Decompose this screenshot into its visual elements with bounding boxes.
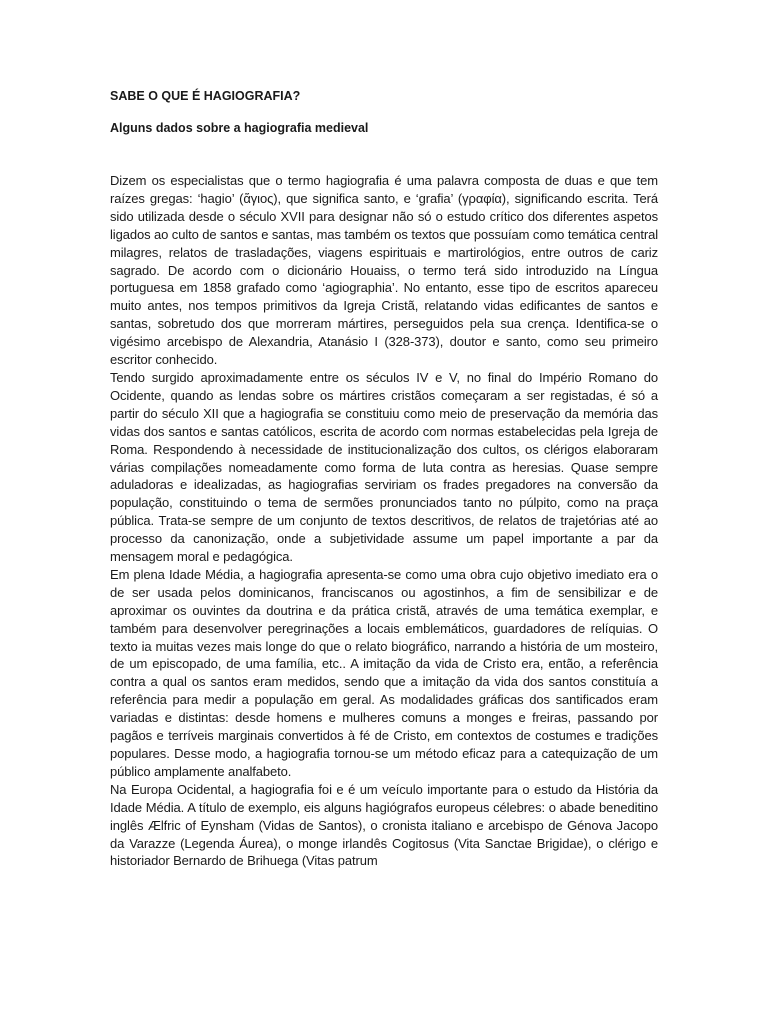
document-page (110, 88, 658, 870)
paragraph-4: Na Europa Ocidental, a hagiografia foi e é um veículo importante para o estudo da História da Idade Média. A título de exemplo, eis alguns hagiógrafos europeus célebres: o abade beneditino inglês Ælfric of Eynsham (Vidas de Santos), o cronista italiano e arcebispo de Génova Jacopo da Varazze (Legenda Áurea), o monge irlandês Cogitosus (Vita Sanctae Brigidae), o clérigo e historiador Bernardo de Brihuega (Vitas patrum (110, 781, 658, 869)
paragraph-3: Em plena Idade Média, a hagiografia apresenta-se como uma obra cujo objetivo imediato era o de ser usada pelos dominicanos, franciscanos ou agostinhos, a fim de sensibilizar e de aproximar os ouvintes da doutrina e da prática cristã, através de uma temática exemplar, e também para desenvolver peregrinações a locais emblemáticos, guardadores de relíquias. O texto ia muitas vezes mais longe do que o relato biográfico, narrando a história de um mosteiro, de um episcopado, de uma família, etc.. A imitação da vida de Cristo era, então, a referência contra a qual os santos eram medidos, sendo que a imitação da vida dos santos constituía a referência para medir a população em geral. As modalidades gráficas dos santificados eram variadas e distintas: desde homens e mulheres comuns a monges e freiras, passando por pagãos e terríveis marginais convertidos à fé de Cristo, em contextos de costumes e tradições populares. Desse modo, a hagiografia tornou-se um método eficaz para a catequização de um público amplamente analfabeto. (110, 566, 658, 779)
paragraph-2: Tendo surgido aproximadamente entre os séculos IV e V, no final do Império Romano do Ocidente, quando as lendas sobre os mártires cristãos começaram a ser registadas, é só a partir do século XII que a hagiografia se constituiu como meio de preservação da memória das vidas dos santos e santas católicos, escrita de acordo com normas estabelecidas pela Igreja de Roma. Respondendo à necessidade de institucionalização dos cultos, os clérigos elaboraram várias compilações nomeadamente como forma de luta contra as heresias. Quase sempre aduladoras e idealizadas, as hagiografias serviriam os frades pregadores na conversão da população, constituindo o tema de sermões pronunciados tanto no púlpito, como na praça pública. Trata-se sempre de um conjunto de textos descritivos, de relatos de trajetórias até ao processo da canonização, onde a subjetividade assume um papel importante a par da mensagem moral e pedagógica. (110, 369, 658, 565)
document-subtitle: Alguns dados sobre a hagiografia medieval (110, 121, 369, 135)
document-title: SABE O QUE É HAGIOGRAFIA? (110, 89, 301, 103)
paragraph-1: Dizem os especialistas que o termo hagiografia é uma palavra composta de duas e que tem raízes gregas: ‘hagio’ (ἅγιος), que significa santo, e ‘grafia’ (γραφία), significando escrita. Terá sido utilizada desde o século XVII para designar não só o estudo crítico dos diferentes aspetos ligados ao culto de santos e santas, mas também os textos que possuíam como temática central milagres, relatos de trasladações, viagens espirituais e martirológios, entre outros de cariz sagrado. De acordo com o dicionário Houaiss, o termo terá sido introduzido na Língua portuguesa em 1858 grafado como ‘agiographia’. No entanto, esse tipo de escritos apareceu muito antes, nos tempos primitivos da Igreja Cristã, relatando vidas edificantes de santos e santas, sobretudo dos que morreram mártires, perseguidos pela sua crença. Identifica-se o vigésimo arcebispo de Alexandria, Atanásio I (328-373), doutor e santo, como seu primeiro escritor conhecido. (110, 173, 658, 368)
